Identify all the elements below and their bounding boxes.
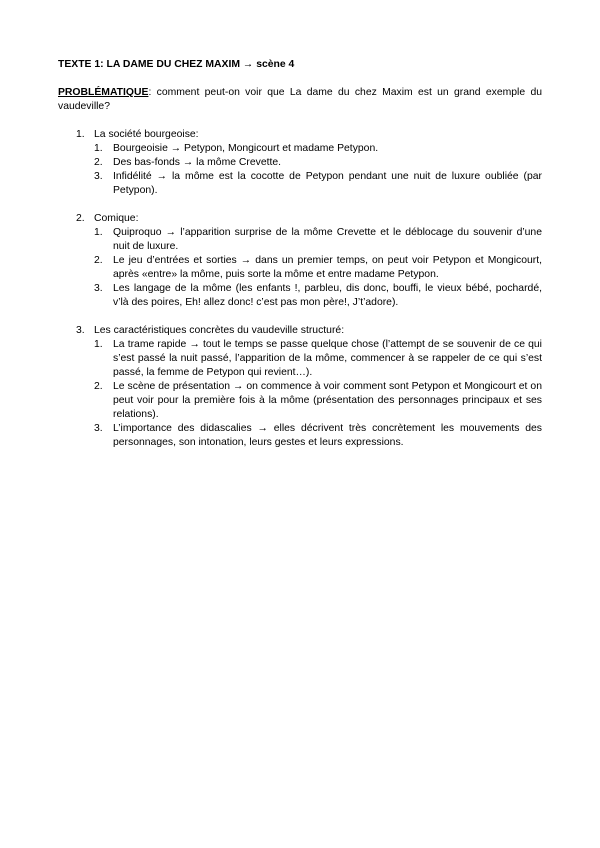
- list-item-number: 3.: [94, 171, 103, 182]
- list-item: [94, 142, 542, 156]
- problematique-text: : comment peut-on voir que La dame du chez Maxim est un grand exemple du vaudeville?: [58, 87, 542, 112]
- list-item-number: 2.: [94, 157, 103, 168]
- list-item-text: Les langage de la môme (les enfants !, parbleu, dis donc, bouffi, le vieux bébé, pochardé, v’là des poires, Eh! allez donc! c’est pas mon père!, J’t’adore).: [113, 283, 542, 308]
- list-item: [94, 380, 542, 422]
- list-item-number: 2.: [94, 255, 103, 266]
- problematique-paragraph: [58, 86, 542, 114]
- list-item-text: Le scène de présentation → on commence à voir comment sont Petypon et Mongicourt et on peut voir pour la première fois à la môme (présentation des personnages principaux et ses relations).: [113, 381, 542, 420]
- list-item-text: Quiproquo → l’apparition surprise de la môme Crevette et le déblocage du souvenir d’une nuit de luxure.: [113, 227, 542, 252]
- section-heading-text: Les caractéristiques concrètes du vaudeville structuré:: [94, 325, 345, 336]
- sub-list: [58, 226, 542, 310]
- list-item-text: Infidélité → la môme est la cocotte de Petypon pendant une nuit de luxure oubliée (par Petypon).: [113, 171, 542, 196]
- sub-list: [58, 338, 542, 450]
- list-item-text: La trame rapide → tout le temps se passe quelque chose (l’attempt de se souvenir de ce qui s’est passé la nuit passé, l’apparition de la môme, commencer à se rappeler de ce qui s’est passé, la femme de Petypon qui revient…).: [113, 339, 542, 378]
- list-item-number: 3.: [94, 423, 103, 434]
- list-item: [94, 282, 542, 310]
- list-item: [94, 170, 542, 198]
- section-heading-text: Comique:: [94, 213, 139, 224]
- list-item: [94, 254, 542, 282]
- list-item: [94, 226, 542, 254]
- list-item-number: 1.: [94, 227, 103, 238]
- section-heading: [76, 212, 542, 226]
- document-title: TEXTE 1: LA DAME DU CHEZ MAXIM → scène 4: [58, 59, 295, 70]
- document-page: [58, 58, 542, 464]
- section-heading: [76, 324, 542, 338]
- list-item-number: 1.: [94, 339, 103, 350]
- section-caracteristiques: [58, 324, 542, 450]
- list-item-text: Des bas-fonds → la môme Crevette.: [113, 157, 282, 168]
- sub-list: [58, 142, 542, 198]
- list-item: [94, 338, 542, 380]
- section-heading-text: La société bourgeoise:: [94, 129, 199, 140]
- list-item-text: Le jeu d’entrées et sorties → dans un premier temps, on peut voir Petypon et Mongicourt, après «entre» la môme, puis sorte la môme et entre madame Petypon.: [113, 255, 542, 280]
- list-item-text: L’importance des didascalies → elles décrivent très concrètement les mouvements des personnages, son intonation, leurs gestes et leurs expressions.: [113, 423, 542, 448]
- problematique-label: PROBLÉMATIQUE: [58, 87, 149, 98]
- list-item-number: 3.: [94, 283, 103, 294]
- list-item-number: 2.: [94, 381, 103, 392]
- list-item: [94, 156, 542, 170]
- section-number: 3.: [76, 325, 85, 336]
- section-comique: [58, 212, 542, 310]
- section-heading: [76, 128, 542, 142]
- section-number: 2.: [76, 213, 85, 224]
- list-item: [94, 422, 542, 450]
- list-item-number: 1.: [94, 143, 103, 154]
- section-number: 1.: [76, 129, 85, 140]
- section-societe: [58, 128, 542, 198]
- list-item-text: Bourgeoisie → Petypon, Mongicourt et madame Petypon.: [113, 143, 379, 154]
